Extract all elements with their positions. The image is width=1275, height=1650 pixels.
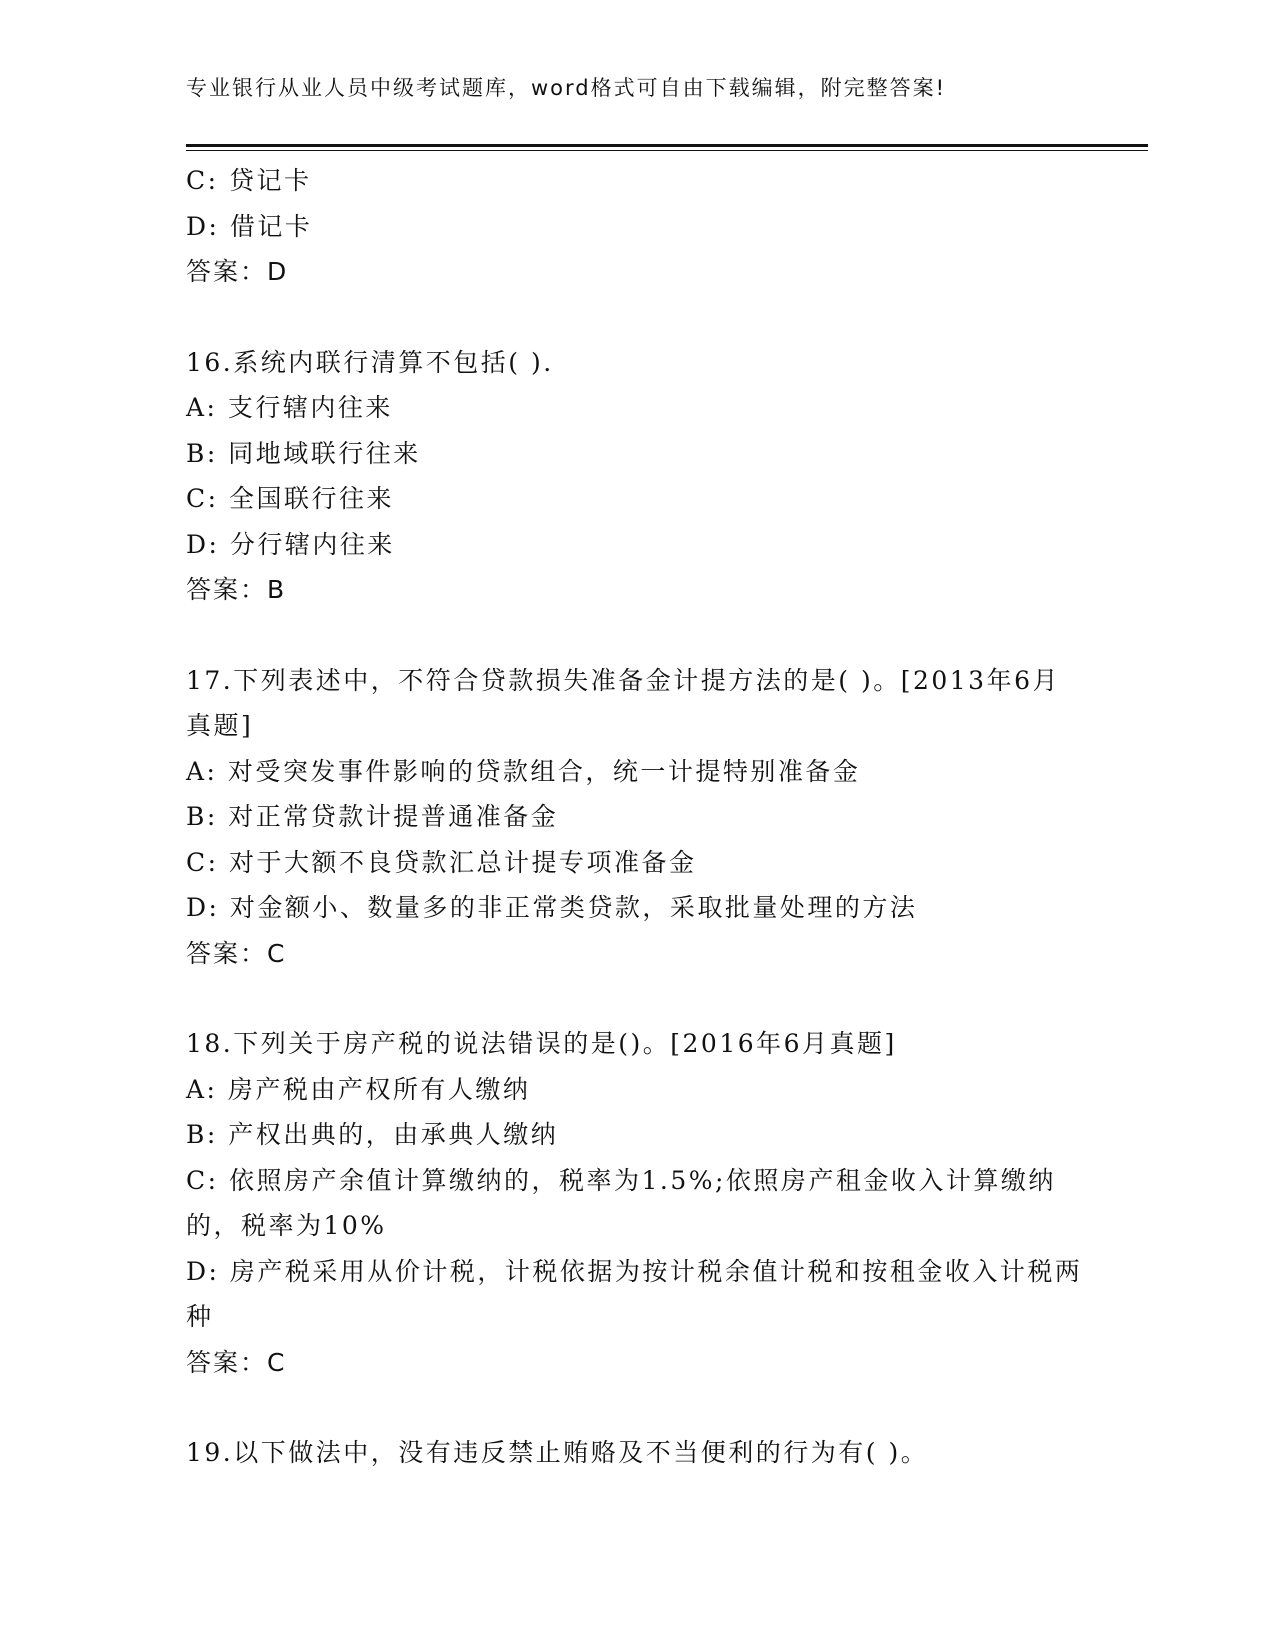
question-stem: 16.系统内联行清算不包括( ).: [186, 347, 554, 377]
question-17: [186, 658, 1086, 977]
option-c: C: 依照房产余值计算缴纳的，税率为1.5%;依照房产租金收入计算缴纳的，税率为10%: [186, 1165, 1056, 1240]
option-c: C: 贷记卡: [186, 166, 312, 195]
spacer: [186, 976, 1086, 1021]
page-header-title: 专业银行从业人员中级考试题库，word格式可自由下载编辑，附完整答案!: [186, 76, 947, 100]
question-stem: 17.下列表述中，不符合贷款损失准备金计提方法的是( )。[2013年6月真题]: [186, 665, 1060, 740]
option-b: B: 同地域联行往来: [186, 438, 421, 468]
option-a: A: 房产税由产权所有人缴纳: [186, 1074, 531, 1104]
option-c: C: 全国联行往来: [186, 484, 394, 513]
option-d: D: 分行辖内往来: [186, 529, 395, 559]
header-divider-thick: [186, 144, 1148, 147]
question-stem: 19.以下做法中，没有违反禁止贿赂及不当便利的行为有( )。: [186, 1438, 929, 1467]
answer-line: 答案：C: [186, 938, 287, 968]
answer-line: 答案：D: [186, 257, 289, 286]
answer-line: 答案：B: [186, 575, 287, 604]
option-b: B: 对正常贷款计提普通准备金: [186, 802, 559, 831]
question-18: [186, 1021, 1086, 1385]
answer-line: 答案：C: [186, 1347, 287, 1377]
option-d: D: 房产税采用从价计税，计税依据为按计税余值计税和按租金收入计税两种: [186, 1256, 1083, 1331]
spacer: [186, 613, 1086, 658]
spacer: [186, 1385, 1086, 1430]
header-divider-thin: [186, 150, 1148, 151]
option-c: C: 对于大额不良贷款汇总计提专项准备金: [186, 847, 697, 877]
question-16: [186, 340, 1086, 613]
question-stem: 18.下列关于房产税的说法错误的是()。[2016年6月真题]: [186, 1029, 897, 1058]
option-d: D: 对金额小、数量多的非正常类贷款，采取批量处理的方法: [186, 893, 918, 922]
option-a: A: 支行辖内往来: [186, 393, 393, 422]
question-19: [186, 1430, 1086, 1476]
spacer: [186, 295, 1086, 340]
option-d: D: 借记卡: [186, 211, 313, 241]
option-b: B: 产权出典的，由承典人缴纳: [186, 1120, 559, 1149]
question-content: [186, 158, 1086, 1476]
option-a: A: 对受突发事件影响的贷款组合，统一计提特别准备金: [186, 756, 861, 786]
